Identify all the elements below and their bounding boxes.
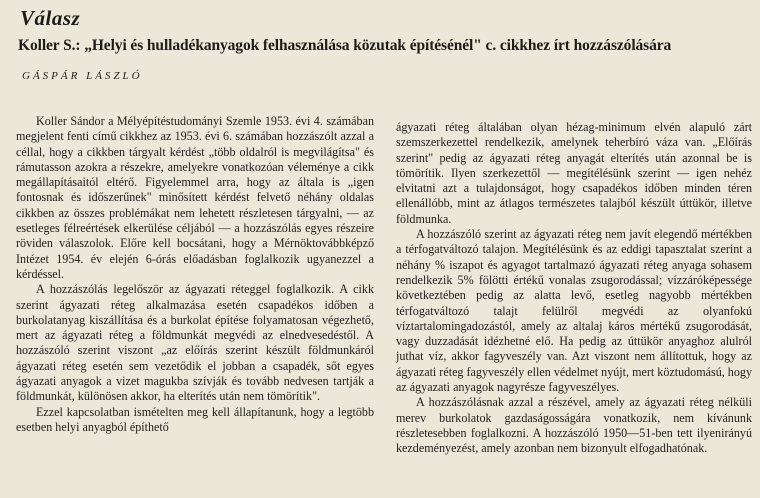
left-column (16, 114, 374, 435)
paragraph: Ezzel kapcsolatban ismételten meg kell állapítanunk, hogy a legtöbb esetben helyi anyagból építhető (16, 404, 374, 434)
paragraph: A hozzászóló szerint az ágyazati réteg nem javít elegendő mértékben a térfogatváltozó talajon. Megítélésünk és az eddigi tapasztalat szerint a néhány % iszapot és agyagot tartalmazó ágyazati réteg anyaga sohasem rendelkezik 5% fölötti értékű vonalas zsugorodással; vízzáróképessége következtében pedig az alatta levő, esetleg nagyobb mértékben térfogatváltozó talajt felülről megvédi az olyanfokú víztartalomingadozástól, amely az altalaj káros mértékű zsugorodását, vagy duzzadását idézhetné elő. Ha pedig az úttükör anyaghoz alulról juthat víz, akkor fagyveszély van. Azt viszont nem állítottuk, hogy az ágyazati réteg fagyveszély ellen védelmet nyújt, mert köztudomású, hogy az ágyazati anyagok nagyrésze fagyveszélyes. (396, 227, 752, 395)
paragraph: Koller Sándor a Mélyépítéstudományi Szemle 1953. évi 4. számában megjelent fenti című cikkhez az 1953. évi 6. számában hozzászólt azzal a céllal, hogy a cikkben tárgyalt kérdést „több oldalról is megvilágítsa" és rámutasson azokra a részekre, amelyekre vonatkozóan véleménye a cikk megállapításaitól eltérő. Figyelemmel arra, hogy az általa is „igen fontosnak és időszerűnek" minősített kérdést felvető néhány oldalas cikkben az összes problémákat nem lehetett részletesen tárgyalni, — az esetleges félreértések elkerülése céljából — a hozzászólás egyes részeire röviden válaszolok. Előre kell bocsátani, hogy a Mérnöktovábbképző Intézet 1954. év elején 6-órás előadásban foglalkozik ugyanezzel a kérdéssel. (16, 114, 374, 281)
paragraph: A hozzászólásnak azzal a részével, amely az ágyazati réteg nélküli merev burkolatok gazdaságosságára vonatkozik, nem kívánunk részletesebben foglalkozni. A hozzászóló 1950—51-ben tett ilyenirányú kezdeményezést, amely azonban nem bizonyult elfogadhatónak. (396, 395, 752, 456)
author-name: GÁSPÁR LÁSZLÓ (22, 70, 143, 82)
right-column (396, 120, 752, 457)
article-headline: Koller S.: „Helyi és hulladékanyagok felhasználása közutak építésénél" c. cikkhez írt hozzászólására (18, 37, 672, 54)
section-title: Válasz (20, 6, 81, 30)
paragraph: A hozzászólás legelőször az ágyazati réteggel foglalkozik. A cikk szerint ágyazati réteg alkalmazása esetén csapadékos időben a burkolatanyag kiszállítása és a burkolat építése folyamatosan végezhető, mert az ágyazati réteg a földmunkát megvédi az elnedvesedéstől. A hozzászóló szerint viszont „az előírás szerint készült földmunkáról ágyazati réteg esetén sem vezetődik el jobban a csapadék, sőt egyes ágyazati anyagok a vizet magukba szívják és tovább nedvesen tartják a földmunkát, különösen akkor, ha elterítés után nem tömörítik". (16, 282, 374, 404)
paragraph: ágyazati réteg általában olyan hézag-minimum elvén alapuló zárt szemszerkezettel rendelkezik, amelynek teherbíró váza van. „Előírás szerint" pedig az ágyazati réteg anyagát elterítés után azonnal be is tömörítik. Ilyen szerkezettől — megítélésünk szerint — igen nehéz elvitatni azt a tulajdonságot, hogy csapadékos időben minden téren ellenállóbb, mint az átlagos természetes talajból készült úttükör, illetve földmunka. (396, 120, 752, 226)
